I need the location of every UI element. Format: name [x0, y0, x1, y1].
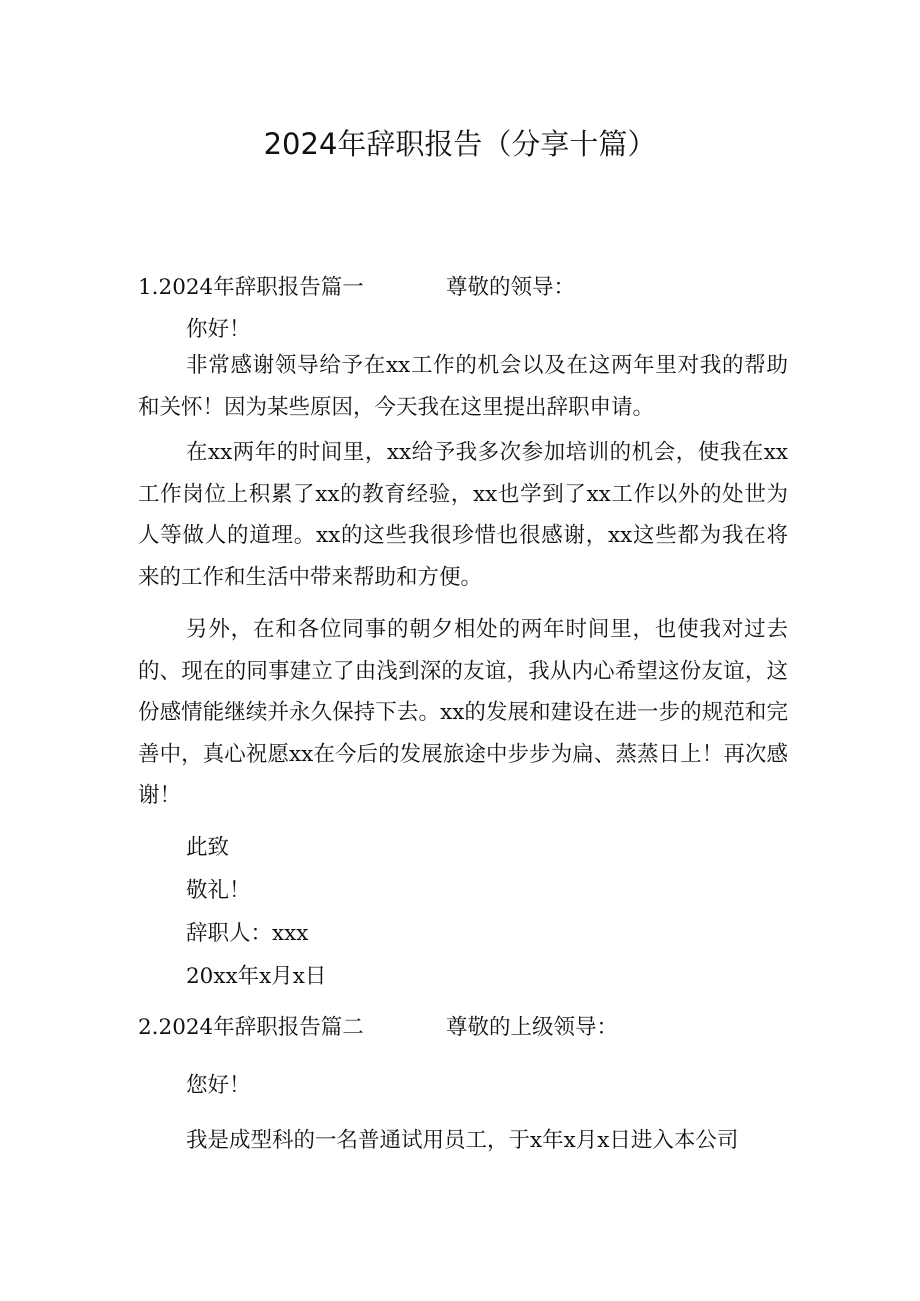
section-2-heading: 2.2024年辞职报告篇二	[138, 1015, 364, 1040]
section-1-paragraph-3: 另外，在和各位同事的朝夕相处的两年时间里，也使我对过去的、现在的同事建立了由浅到深的友谊，我从内心希望这份友谊，这份感情能继续并永久保持下去。xx的发展和建设在进一步的规范和完善中，真心祝愿xx在今后的发展旅途中步步为扁、蒸蒸日上！再次感谢！	[138, 617, 788, 809]
section-1-paragraph-1: 非常感谢领导给予在xx工作的机会以及在这两年里对我的帮助和关怀！因为某些原因，今天我在这里提出辞职申请。	[138, 353, 788, 420]
section-1-salutation: 尊敬的领导：	[446, 275, 576, 300]
section-1-signer: 辞职人：xxx	[186, 921, 309, 946]
section-1-closing-2: 敬礼！	[186, 878, 251, 903]
document-title: 2024年辞职报告（分享十篇）	[263, 127, 657, 161]
section-2-salutation: 尊敬的上级领导：	[446, 1015, 619, 1040]
section-2-greeting: 您好！	[186, 1073, 251, 1098]
section-2-paragraph-start: 我是成型科的一名普通试用员工，于x年x月x日进入本公司	[186, 1128, 739, 1153]
section-1-date: 20xx年x月x日	[186, 964, 327, 989]
section-1-paragraph-2: 在xx两年的时间里，xx给予我多次参加培训的机会，使我在xx工作岗位上积累了xx的教育经验，xx也学到了xx工作以外的处世为人等做人的道理。xx的这些我很珍惜也很感谢，xx这些都为我在将来的工作和生活中带来帮助和方便。	[138, 440, 788, 590]
section-1-heading: 1.2024年辞职报告篇一	[138, 275, 364, 300]
section-1-closing-1: 此致	[186, 835, 230, 860]
section-1-heading-row	[138, 270, 576, 301]
section-1-greeting: 你好！	[186, 317, 251, 342]
section-2-heading-row	[138, 1010, 619, 1041]
